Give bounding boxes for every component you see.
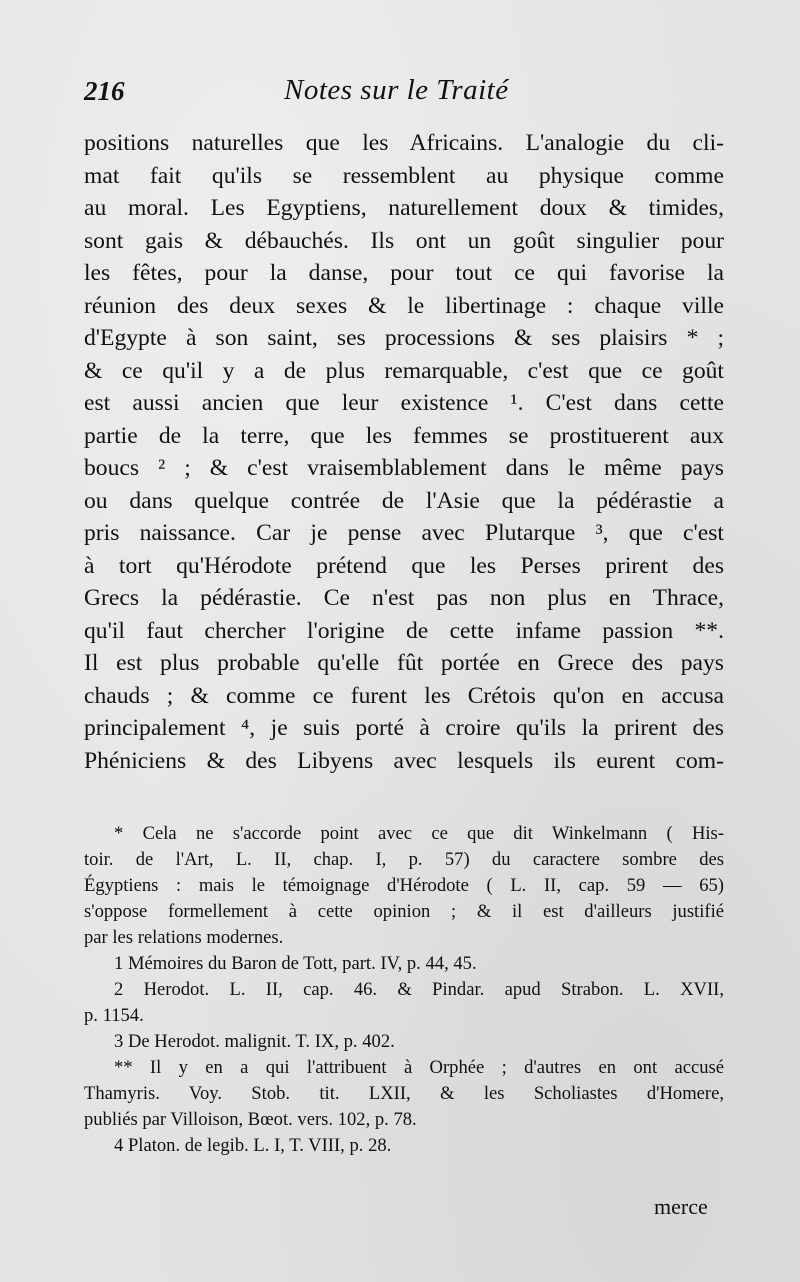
text-line: sont gais & débauchés. Ils ont un goût singulier pour — [84, 227, 724, 254]
footnotes — [84, 821, 724, 1159]
text-line: chauds ; & comme ce furent les Crétois qu'on en accusa — [84, 682, 724, 709]
footnote-line: Thamyris. Voy. Stob. tit. LXII, & les Scholiastes d'Homere, — [84, 1083, 724, 1104]
text-line: Il est plus probable qu'elle fût portée en Grece des pays — [84, 650, 724, 676]
footnote-line: publiés par Villoison, Bœot. vers. 102, p. 78. — [84, 1109, 417, 1130]
text-line: boucs ² ; & c'est vraisemblablement dans le même pays — [84, 455, 724, 481]
text-line: à tort qu'Hérodote prétend que les Perses prirent des — [84, 552, 724, 579]
text-line: principalement ⁴, je suis porté à croire qu'ils la prirent des — [84, 715, 724, 741]
text-line: & ce qu'il y a de plus remarquable, c'est que ce goût — [84, 357, 724, 384]
text-line: Grecs la pédérastie. Ce n'est pas non plus en Thrace, — [84, 585, 724, 611]
footnote-line: 2 Herodot. L. II, cap. 46. & Pindar. apud Strabon. L. XVII, — [114, 979, 724, 1000]
text-line: partie de la terre, que les femmes se prostituerent aux — [84, 422, 724, 449]
footnote-line: p. 1154. — [84, 1005, 144, 1026]
text-line: au moral. Les Egyptiens, naturellement doux & timides, — [84, 195, 724, 221]
text-line: réunion des deux sexes & le libertinage : chaque ville — [84, 292, 724, 319]
text-line: positions naturelles que les Africains. L'analogie du cli- — [84, 130, 724, 156]
footnote-line: par les relations modernes. — [84, 927, 284, 948]
catchword: merce — [654, 1194, 708, 1219]
running-title: Notes sur le Traité — [284, 74, 509, 106]
text-line: Phéniciens & des Libyens avec lesquels ils eurent com- — [84, 747, 724, 774]
text-line: qu'il faut chercher l'origine de cette infame passion **. — [84, 617, 724, 644]
text-line: ou dans quelque contrée de l'Asie que la pédérastie a — [84, 487, 724, 514]
footnote-line: s'oppose formellement à cette opinion ; & il est d'ailleurs justifié — [84, 901, 724, 922]
footnote-line: Égyptiens : mais le témoignage d'Hérodote ( L. II, cap. 59 — 65) — [84, 875, 724, 896]
text-line: d'Egypte à son saint, ses processions & ses plaisirs * ; — [84, 325, 724, 351]
footnote-line: 1 Mémoires du Baron de Tott, part. IV, p. 44, 45. — [114, 953, 477, 974]
footnote-line: ** Il y en a qui l'attribuent à Orphée ; d'autres en ont accusé — [114, 1057, 724, 1078]
footnote-line: 4 Platon. de legib. L. I, T. VIII, p. 28. — [114, 1135, 392, 1156]
page-number: 216 — [84, 76, 125, 106]
text-line: les fêtes, pour la danse, pour tout ce qui favorise la — [84, 260, 724, 286]
text-line: pris naissance. Car je pense avec Plutarque ³, que c'est — [84, 520, 724, 546]
footnote-line: 3 De Herodot. malignit. T. IX, p. 402. — [114, 1031, 395, 1052]
footnote-line: * Cela ne s'accorde point avec ce que dit Winkelmann ( His- — [114, 823, 724, 844]
text-line: est aussi ancien que leur existence ¹. C'est dans cette — [84, 390, 724, 416]
text-line: mat fait qu'ils se ressemblent au physique comme — [84, 162, 724, 189]
footnote-line: toir. de l'Art, L. II, chap. I, p. 57) du caractere sombre des — [84, 849, 724, 870]
page-header — [84, 74, 724, 114]
main-text — [84, 127, 724, 777]
